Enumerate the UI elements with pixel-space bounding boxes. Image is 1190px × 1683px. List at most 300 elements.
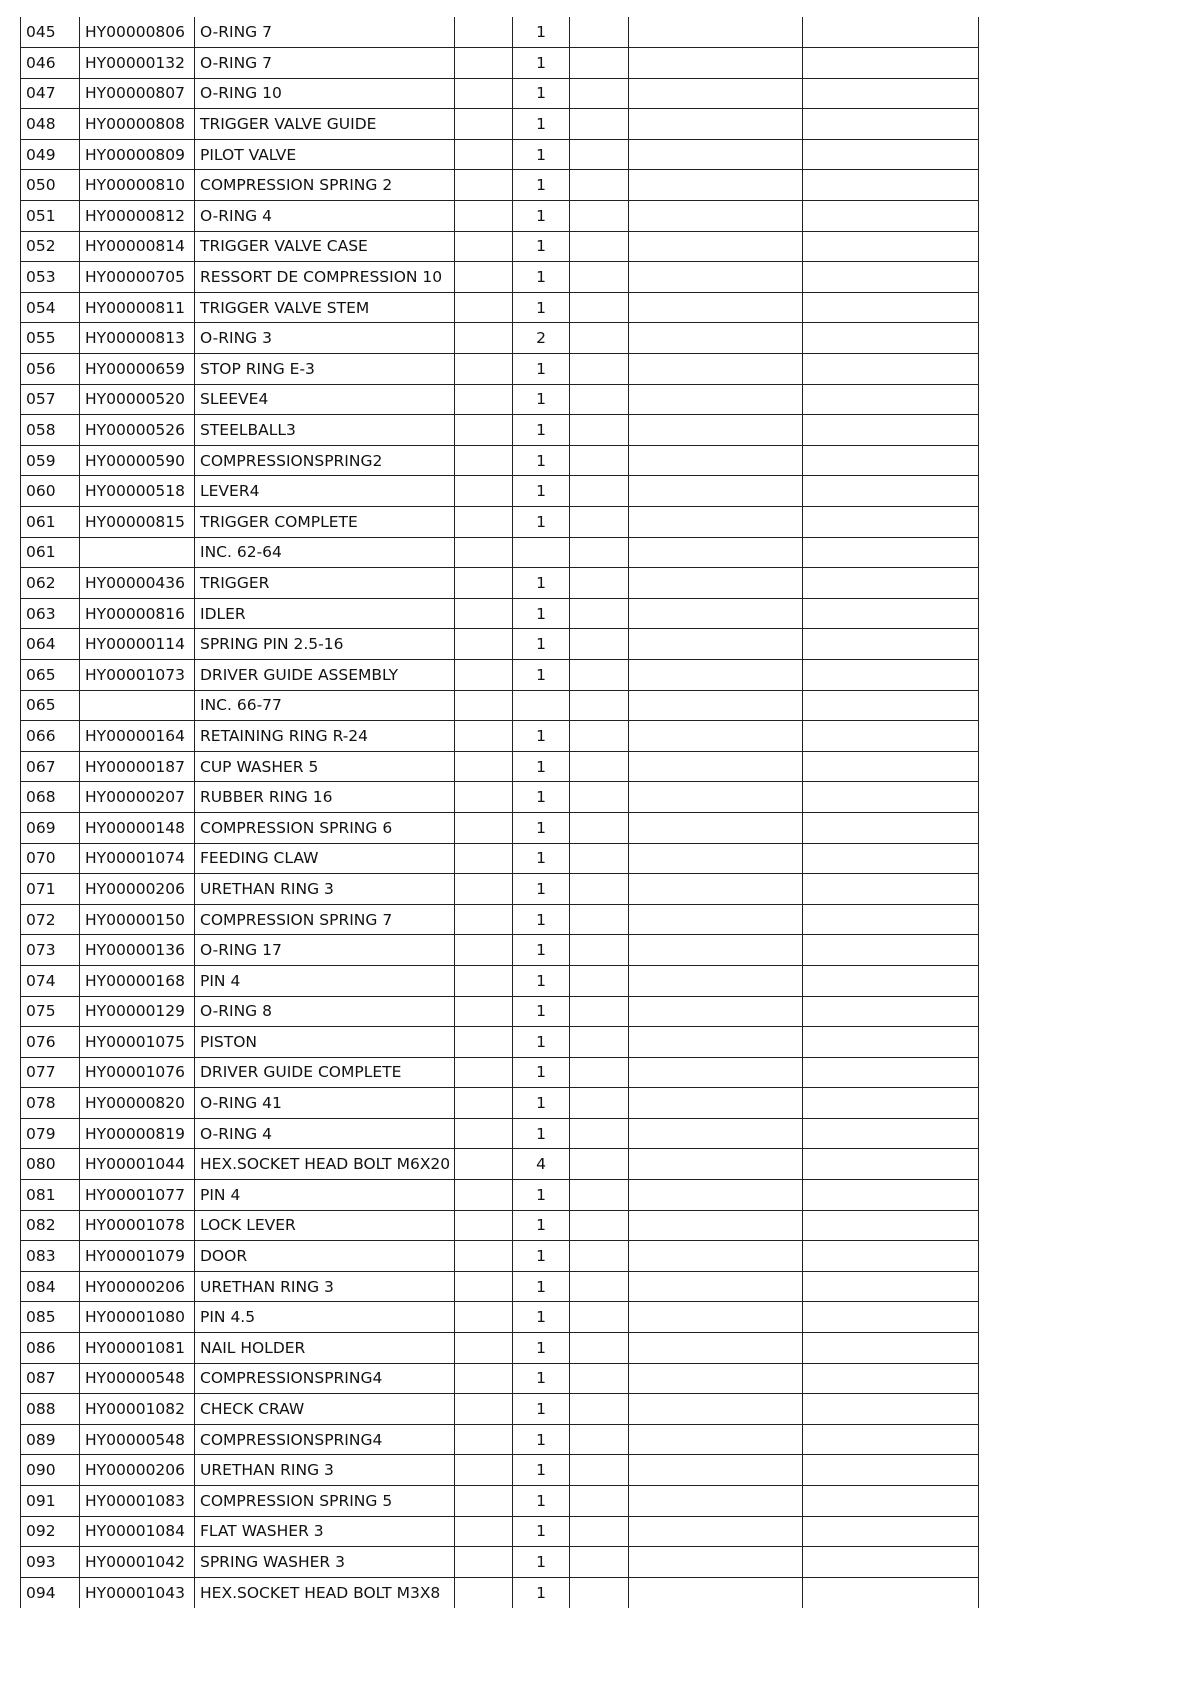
blank-cell	[629, 507, 803, 538]
item-number-cell: 077	[21, 1057, 80, 1088]
blank-cell	[629, 1210, 803, 1241]
description-cell: TRIGGER	[195, 568, 455, 599]
item-number-cell: 054	[21, 292, 80, 323]
blank-cell	[629, 445, 803, 476]
blank-cell	[570, 965, 629, 996]
table-row	[21, 292, 979, 323]
blank-cell	[455, 1180, 513, 1211]
quantity-cell: 1	[513, 109, 570, 140]
blank-cell	[803, 1271, 979, 1302]
blank-cell	[803, 690, 979, 721]
table-row	[21, 812, 979, 843]
quantity-cell	[513, 690, 570, 721]
description-cell: RETAINING RING R-24	[195, 721, 455, 752]
part-number-cell: HY00001078	[80, 1210, 195, 1241]
blank-cell	[570, 904, 629, 935]
blank-cell	[455, 48, 513, 79]
blank-cell	[629, 843, 803, 874]
part-number-cell: HY00000150	[80, 904, 195, 935]
part-number-cell: HY00001042	[80, 1547, 195, 1578]
table-row	[21, 843, 979, 874]
blank-cell	[455, 1057, 513, 1088]
blank-cell	[629, 1394, 803, 1425]
blank-cell	[570, 568, 629, 599]
item-number-cell: 061	[21, 537, 80, 568]
table-row	[21, 231, 979, 262]
blank-cell	[455, 1455, 513, 1486]
description-cell: STEELBALL3	[195, 415, 455, 446]
quantity-cell: 1	[513, 812, 570, 843]
table-row	[21, 904, 979, 935]
part-number-cell: HY00001080	[80, 1302, 195, 1333]
part-number-cell: HY00001043	[80, 1577, 195, 1608]
item-number-cell: 049	[21, 139, 80, 170]
blank-cell	[455, 904, 513, 935]
blank-cell	[803, 231, 979, 262]
blank-cell	[803, 292, 979, 323]
blank-cell	[570, 1241, 629, 1272]
blank-cell	[629, 1424, 803, 1455]
blank-cell	[455, 935, 513, 966]
quantity-cell: 1	[513, 568, 570, 599]
table-row	[21, 201, 979, 232]
blank-cell	[629, 1241, 803, 1272]
item-number-cell: 060	[21, 476, 80, 507]
blank-cell	[455, 629, 513, 660]
blank-cell	[570, 1394, 629, 1425]
table-row	[21, 874, 979, 905]
blank-cell	[570, 354, 629, 385]
blank-cell	[570, 415, 629, 446]
blank-cell	[629, 721, 803, 752]
blank-cell	[629, 354, 803, 385]
description-cell: O-RING 8	[195, 996, 455, 1027]
blank-cell	[570, 1088, 629, 1119]
blank-cell	[629, 812, 803, 843]
blank-cell	[803, 598, 979, 629]
description-cell: LOCK LEVER	[195, 1210, 455, 1241]
blank-cell	[455, 568, 513, 599]
blank-cell	[803, 507, 979, 538]
quantity-cell: 1	[513, 1333, 570, 1364]
part-number-cell: HY00000206	[80, 874, 195, 905]
part-number-cell: HY00000819	[80, 1118, 195, 1149]
item-number-cell: 061	[21, 507, 80, 538]
part-number-cell: HY00000129	[80, 996, 195, 1027]
table-row	[21, 139, 979, 170]
item-number-cell: 094	[21, 1577, 80, 1608]
blank-cell	[570, 598, 629, 629]
blank-cell	[570, 1118, 629, 1149]
description-cell: COMPRESSION SPRING 5	[195, 1486, 455, 1517]
quantity-cell: 1	[513, 629, 570, 660]
table-row	[21, 170, 979, 201]
item-number-cell: 055	[21, 323, 80, 354]
description-cell: PIN 4	[195, 1180, 455, 1211]
table-row	[21, 262, 979, 293]
blank-cell	[570, 170, 629, 201]
blank-cell	[570, 231, 629, 262]
blank-cell	[629, 292, 803, 323]
blank-cell	[629, 201, 803, 232]
item-number-cell: 057	[21, 384, 80, 415]
description-cell: O-RING 7	[195, 48, 455, 79]
table-row	[21, 1424, 979, 1455]
part-number-cell: HY00000809	[80, 139, 195, 170]
blank-cell	[803, 323, 979, 354]
quantity-cell: 1	[513, 415, 570, 446]
blank-cell	[570, 384, 629, 415]
blank-cell	[570, 690, 629, 721]
blank-cell	[629, 1118, 803, 1149]
part-number-cell	[80, 690, 195, 721]
blank-cell	[570, 812, 629, 843]
description-cell: SPRING PIN 2.5-16	[195, 629, 455, 660]
table-row	[21, 354, 979, 385]
quantity-cell: 1	[513, 384, 570, 415]
item-number-cell: 090	[21, 1455, 80, 1486]
description-cell: NAIL HOLDER	[195, 1333, 455, 1364]
table-row	[21, 48, 979, 79]
blank-cell	[803, 904, 979, 935]
table-row	[21, 1149, 979, 1180]
part-number-cell: HY00000207	[80, 782, 195, 813]
parts-table	[20, 17, 979, 1608]
blank-cell	[455, 1394, 513, 1425]
blank-cell	[455, 1577, 513, 1608]
blank-cell	[570, 262, 629, 293]
blank-cell	[570, 1210, 629, 1241]
blank-cell	[455, 996, 513, 1027]
item-number-cell: 059	[21, 445, 80, 476]
part-number-cell: HY00000815	[80, 507, 195, 538]
item-number-cell: 052	[21, 231, 80, 262]
part-number-cell: HY00000808	[80, 109, 195, 140]
blank-cell	[455, 1118, 513, 1149]
blank-cell	[803, 659, 979, 690]
blank-cell	[803, 201, 979, 232]
part-number-cell: HY00001076	[80, 1057, 195, 1088]
item-number-cell: 093	[21, 1547, 80, 1578]
blank-cell	[570, 139, 629, 170]
table-row	[21, 1241, 979, 1272]
table-row	[21, 109, 979, 140]
item-number-cell: 072	[21, 904, 80, 935]
description-cell: IDLER	[195, 598, 455, 629]
table-row	[21, 1394, 979, 1425]
description-cell: RESSORT DE COMPRESSION 10	[195, 262, 455, 293]
parts-table-body	[21, 17, 979, 1608]
blank-cell	[570, 1547, 629, 1578]
description-cell: O-RING 10	[195, 78, 455, 109]
blank-cell	[455, 262, 513, 293]
quantity-cell: 1	[513, 201, 570, 232]
part-number-cell: HY00000206	[80, 1455, 195, 1486]
quantity-cell: 1	[513, 782, 570, 813]
quantity-cell: 1	[513, 354, 570, 385]
table-row	[21, 1577, 979, 1608]
part-number-cell: HY00000520	[80, 384, 195, 415]
blank-cell	[803, 843, 979, 874]
blank-cell	[455, 690, 513, 721]
quantity-cell: 1	[513, 292, 570, 323]
description-cell: PIN 4.5	[195, 1302, 455, 1333]
blank-cell	[803, 170, 979, 201]
blank-cell	[629, 476, 803, 507]
item-number-cell: 053	[21, 262, 80, 293]
blank-cell	[455, 1149, 513, 1180]
blank-cell	[629, 1088, 803, 1119]
item-number-cell: 070	[21, 843, 80, 874]
blank-cell	[803, 78, 979, 109]
description-cell: FEEDING CLAW	[195, 843, 455, 874]
blank-cell	[629, 1271, 803, 1302]
item-number-cell: 085	[21, 1302, 80, 1333]
blank-cell	[803, 996, 979, 1027]
item-number-cell: 092	[21, 1516, 80, 1547]
table-row	[21, 1486, 979, 1517]
blank-cell	[570, 1333, 629, 1364]
table-row	[21, 1180, 979, 1211]
description-cell: O-RING 7	[195, 17, 455, 48]
blank-cell	[455, 751, 513, 782]
blank-cell	[803, 874, 979, 905]
blank-cell	[629, 598, 803, 629]
item-number-cell: 083	[21, 1241, 80, 1272]
blank-cell	[455, 445, 513, 476]
item-number-cell: 074	[21, 965, 80, 996]
blank-cell	[570, 507, 629, 538]
blank-cell	[455, 1516, 513, 1547]
item-number-cell: 067	[21, 751, 80, 782]
quantity-cell: 1	[513, 996, 570, 1027]
quantity-cell: 1	[513, 476, 570, 507]
blank-cell	[570, 1027, 629, 1058]
blank-cell	[629, 1363, 803, 1394]
blank-cell	[570, 1363, 629, 1394]
part-number-cell: HY00001083	[80, 1486, 195, 1517]
quantity-cell: 1	[513, 48, 570, 79]
quantity-cell: 1	[513, 935, 570, 966]
blank-cell	[803, 445, 979, 476]
part-number-cell: HY00000659	[80, 354, 195, 385]
blank-cell	[455, 843, 513, 874]
blank-cell	[629, 78, 803, 109]
item-number-cell: 062	[21, 568, 80, 599]
table-row	[21, 17, 979, 48]
description-cell: COMPRESSIONSPRING4	[195, 1424, 455, 1455]
blank-cell	[803, 384, 979, 415]
blank-cell	[629, 1455, 803, 1486]
quantity-cell: 1	[513, 231, 570, 262]
description-cell: SLEEVE4	[195, 384, 455, 415]
item-number-cell: 081	[21, 1180, 80, 1211]
blank-cell	[803, 537, 979, 568]
blank-cell	[803, 1333, 979, 1364]
quantity-cell: 1	[513, 507, 570, 538]
item-number-cell: 065	[21, 659, 80, 690]
blank-cell	[570, 1302, 629, 1333]
description-cell: LEVER4	[195, 476, 455, 507]
blank-cell	[455, 1333, 513, 1364]
blank-cell	[803, 935, 979, 966]
item-number-cell: 066	[21, 721, 80, 752]
quantity-cell: 1	[513, 262, 570, 293]
blank-cell	[570, 1057, 629, 1088]
blank-cell	[455, 231, 513, 262]
table-row	[21, 384, 979, 415]
description-cell: HEX.SOCKET HEAD BOLT M3X8	[195, 1577, 455, 1608]
blank-cell	[803, 1363, 979, 1394]
blank-cell	[570, 445, 629, 476]
blank-cell	[455, 1027, 513, 1058]
blank-cell	[455, 354, 513, 385]
table-row	[21, 659, 979, 690]
table-row	[21, 782, 979, 813]
blank-cell	[455, 1241, 513, 1272]
blank-cell	[629, 1302, 803, 1333]
blank-cell	[803, 109, 979, 140]
blank-cell	[629, 262, 803, 293]
blank-cell	[455, 812, 513, 843]
table-row	[21, 996, 979, 1027]
item-number-cell: 075	[21, 996, 80, 1027]
table-row	[21, 537, 979, 568]
blank-cell	[455, 507, 513, 538]
quantity-cell: 1	[513, 1394, 570, 1425]
blank-cell	[803, 721, 979, 752]
part-number-cell: HY00001082	[80, 1394, 195, 1425]
blank-cell	[629, 935, 803, 966]
blank-cell	[629, 17, 803, 48]
part-number-cell: HY00000436	[80, 568, 195, 599]
quantity-cell: 1	[513, 874, 570, 905]
quantity-cell: 1	[513, 1118, 570, 1149]
item-number-cell: 045	[21, 17, 80, 48]
description-cell: FLAT WASHER 3	[195, 1516, 455, 1547]
blank-cell	[570, 323, 629, 354]
table-row	[21, 1455, 979, 1486]
quantity-cell: 1	[513, 751, 570, 782]
blank-cell	[455, 598, 513, 629]
part-number-cell: HY00000705	[80, 262, 195, 293]
item-number-cell: 086	[21, 1333, 80, 1364]
item-number-cell: 058	[21, 415, 80, 446]
quantity-cell: 1	[513, 1057, 570, 1088]
table-row	[21, 1118, 979, 1149]
blank-cell	[455, 415, 513, 446]
table-row	[21, 1210, 979, 1241]
blank-cell	[570, 629, 629, 660]
part-number-cell: HY00000526	[80, 415, 195, 446]
item-number-cell: 068	[21, 782, 80, 813]
table-row	[21, 1088, 979, 1119]
item-number-cell: 089	[21, 1424, 80, 1455]
blank-cell	[803, 17, 979, 48]
part-number-cell: HY00001044	[80, 1149, 195, 1180]
part-number-cell: HY00000806	[80, 17, 195, 48]
table-row	[21, 935, 979, 966]
blank-cell	[629, 659, 803, 690]
blank-cell	[803, 415, 979, 446]
blank-cell	[455, 17, 513, 48]
item-number-cell: 046	[21, 48, 80, 79]
blank-cell	[570, 1577, 629, 1608]
blank-cell	[803, 1486, 979, 1517]
quantity-cell: 1	[513, 1241, 570, 1272]
description-cell: TRIGGER VALVE GUIDE	[195, 109, 455, 140]
description-cell: O-RING 4	[195, 201, 455, 232]
part-number-cell: HY00001084	[80, 1516, 195, 1547]
part-number-cell: HY00000814	[80, 231, 195, 262]
description-cell: COMPRESSION SPRING 2	[195, 170, 455, 201]
blank-cell	[455, 476, 513, 507]
blank-cell	[629, 1577, 803, 1608]
blank-cell	[803, 1547, 979, 1578]
description-cell: COMPRESSION SPRING 6	[195, 812, 455, 843]
blank-cell	[570, 1271, 629, 1302]
part-number-cell: HY00000168	[80, 965, 195, 996]
item-number-cell: 050	[21, 170, 80, 201]
quantity-cell: 1	[513, 1271, 570, 1302]
quantity-cell: 4	[513, 1149, 570, 1180]
table-row	[21, 1057, 979, 1088]
item-number-cell: 087	[21, 1363, 80, 1394]
blank-cell	[629, 1149, 803, 1180]
description-cell: RUBBER RING 16	[195, 782, 455, 813]
part-number-cell: HY00000811	[80, 292, 195, 323]
item-number-cell: 078	[21, 1088, 80, 1119]
item-number-cell: 080	[21, 1149, 80, 1180]
table-row	[21, 629, 979, 660]
item-number-cell: 071	[21, 874, 80, 905]
description-cell: O-RING 3	[195, 323, 455, 354]
blank-cell	[570, 476, 629, 507]
part-number-cell: HY00000812	[80, 201, 195, 232]
description-cell: DRIVER GUIDE ASSEMBLY	[195, 659, 455, 690]
blank-cell	[455, 139, 513, 170]
quantity-cell: 1	[513, 1547, 570, 1578]
blank-cell	[455, 1210, 513, 1241]
description-cell: COMPRESSION SPRING 7	[195, 904, 455, 935]
blank-cell	[803, 1424, 979, 1455]
blank-cell	[629, 751, 803, 782]
blank-cell	[629, 1516, 803, 1547]
quantity-cell: 1	[513, 1180, 570, 1211]
quantity-cell: 1	[513, 1363, 570, 1394]
blank-cell	[570, 874, 629, 905]
part-number-cell: HY00001077	[80, 1180, 195, 1211]
blank-cell	[629, 1180, 803, 1211]
table-row	[21, 1547, 979, 1578]
blank-cell	[455, 170, 513, 201]
blank-cell	[803, 1118, 979, 1149]
item-number-cell: 079	[21, 1118, 80, 1149]
part-number-cell: HY00000114	[80, 629, 195, 660]
blank-cell	[803, 1057, 979, 1088]
part-number-cell: HY00000206	[80, 1271, 195, 1302]
item-number-cell: 076	[21, 1027, 80, 1058]
item-number-cell: 082	[21, 1210, 80, 1241]
quantity-cell: 1	[513, 1088, 570, 1119]
quantity-cell: 1	[513, 1577, 570, 1608]
blank-cell	[629, 1486, 803, 1517]
description-cell: COMPRESSIONSPRING2	[195, 445, 455, 476]
item-number-cell: 091	[21, 1486, 80, 1517]
part-number-cell: HY00001081	[80, 1333, 195, 1364]
blank-cell	[803, 1516, 979, 1547]
blank-cell	[570, 78, 629, 109]
